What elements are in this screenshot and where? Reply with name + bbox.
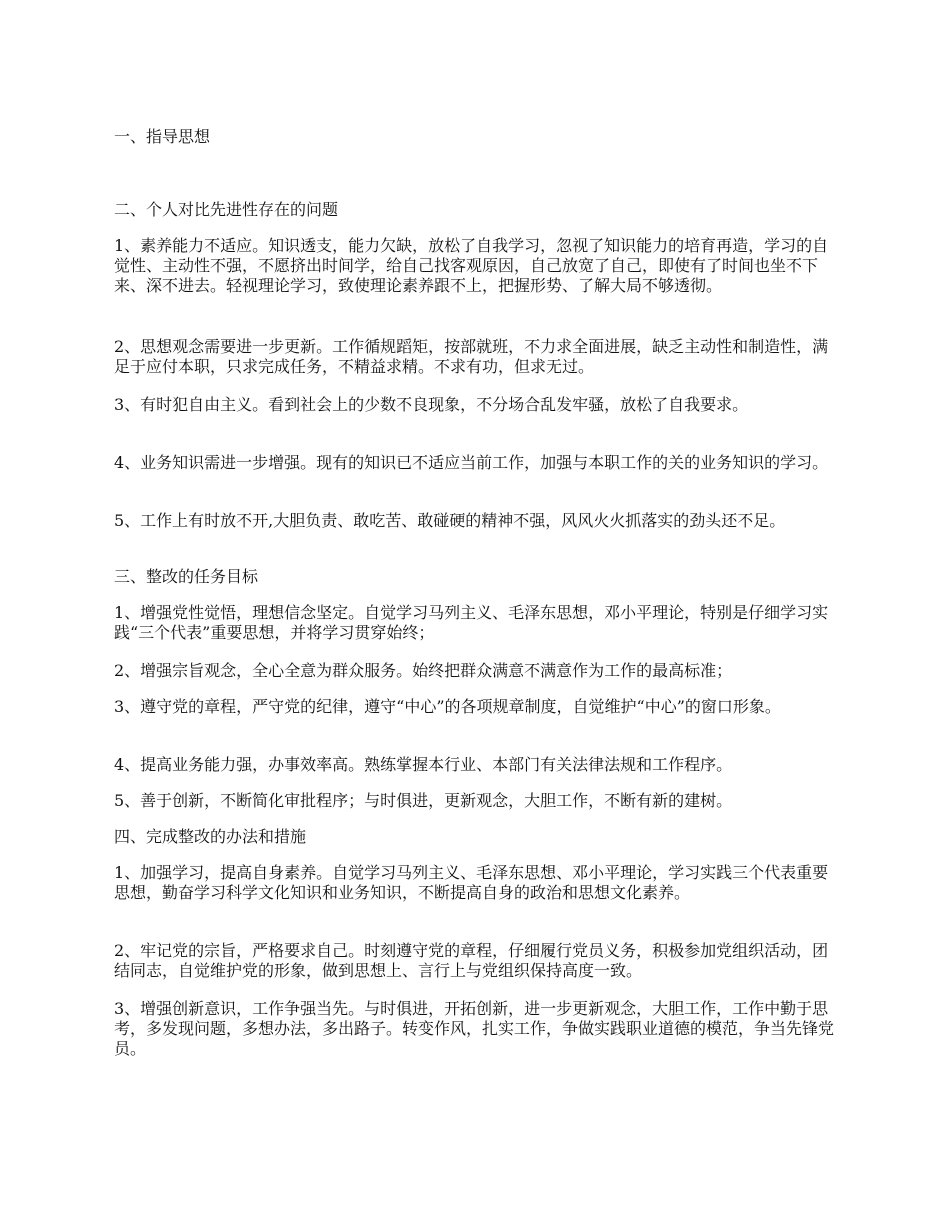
section-heading-goals: 三、整改的任务目标	[114, 567, 259, 586]
paragraph-problem-3: 3、有时犯自由主义。看到社会上的少数不良现象，不分场合乱发牢骚，放松了自我要求。	[114, 395, 749, 414]
section-heading-measures: 四、完成整改的办法和措施	[114, 827, 307, 846]
section-heading-problems: 二、个人对比先进性存在的问题	[114, 200, 339, 219]
paragraph-measure-2: 2、牢记党的宗旨，严格要求自己。时刻遵守党的章程，仔细履行党员义务，积极参加党组织活动，团结同志，自觉维护党的形象，做到思想上、言行上与党组织保持高度一致。	[114, 941, 829, 980]
paragraph-measure-1: 1、加强学习，提高自身素养。自觉学习马列主义、毛泽东思想、邓小平理论，学习实践三个代表重要思想，勤奋学习科学文化知识和业务知识，不断提高自身的政治和思想文化素养。	[114, 863, 829, 902]
paragraph-problem-2: 2、思想观念需要进一步更新。工作循规蹈矩，按部就班，不力求全面进展，缺乏主动性和制造性，满足于应付本职，只求完成任务，不精益求精。不求有功，但求无过。	[114, 337, 829, 376]
paragraph-goal-3: 3、遵守党的章程，严守党的纪律，遵守“中心”的各项规章制度，自觉维护“中心”的窗口形象。	[114, 697, 781, 716]
paragraph-problem-4: 4、业务知识需进一步增强。现有的知识已不适应当前工作，加强与本职工作的关的业务知识的学习。	[114, 453, 829, 472]
paragraph-goal-1: 1、增强党性觉悟，理想信念坚定。自觉学习马列主义、毛泽东思想，邓小平理论，特别是仔细学习实践“三个代表”重要思想，并将学习贯穿始终；	[114, 603, 829, 642]
paragraph-goal-2: 2、增强宗旨观念，全心全意为群众服务。始终把群众满意不满意作为工作的最高标准；	[114, 661, 733, 680]
paragraph-measure-3: 3、增强创新意识，工作争强当先。与时俱进，开拓创新，进一步更新观念，大胆工作，工作中勤于思考，多发现问题，多想办法，多出路子。转变作风，扎实工作，争做实践职业道德的模范，争当先锋党员。	[114, 999, 835, 1058]
paragraph-goal-4: 4、提高业务能力强，办事效率高。熟练掌握本行业、本部门有关法律法规和工作程序。	[114, 755, 733, 774]
section-heading-guiding-thought: 一、指导思想	[114, 127, 211, 146]
paragraph-goal-5: 5、善于创新，不断简化审批程序；与时俱进，更新观念，大胆工作，不断有新的建树。	[114, 791, 733, 810]
paragraph-problem-5: 5、工作上有时放不开,大胆负责、敢吃苦、敢碰硬的精神不强，风风火火抓落实的劲头还不足。	[114, 511, 786, 530]
paragraph-problem-1: 1、素养能力不适应。知识透支，能力欠缺，放松了自我学习，忽视了知识能力的培育再造，学习的自觉性、主动性不强，不愿挤出时间学，给自己找客观原因，自己放宽了自己，即使有了时间也坐不下来、深不进去。轻视理论学习，致使理论素养跟不上，把握形势、了解大局不够透彻。	[114, 236, 829, 295]
